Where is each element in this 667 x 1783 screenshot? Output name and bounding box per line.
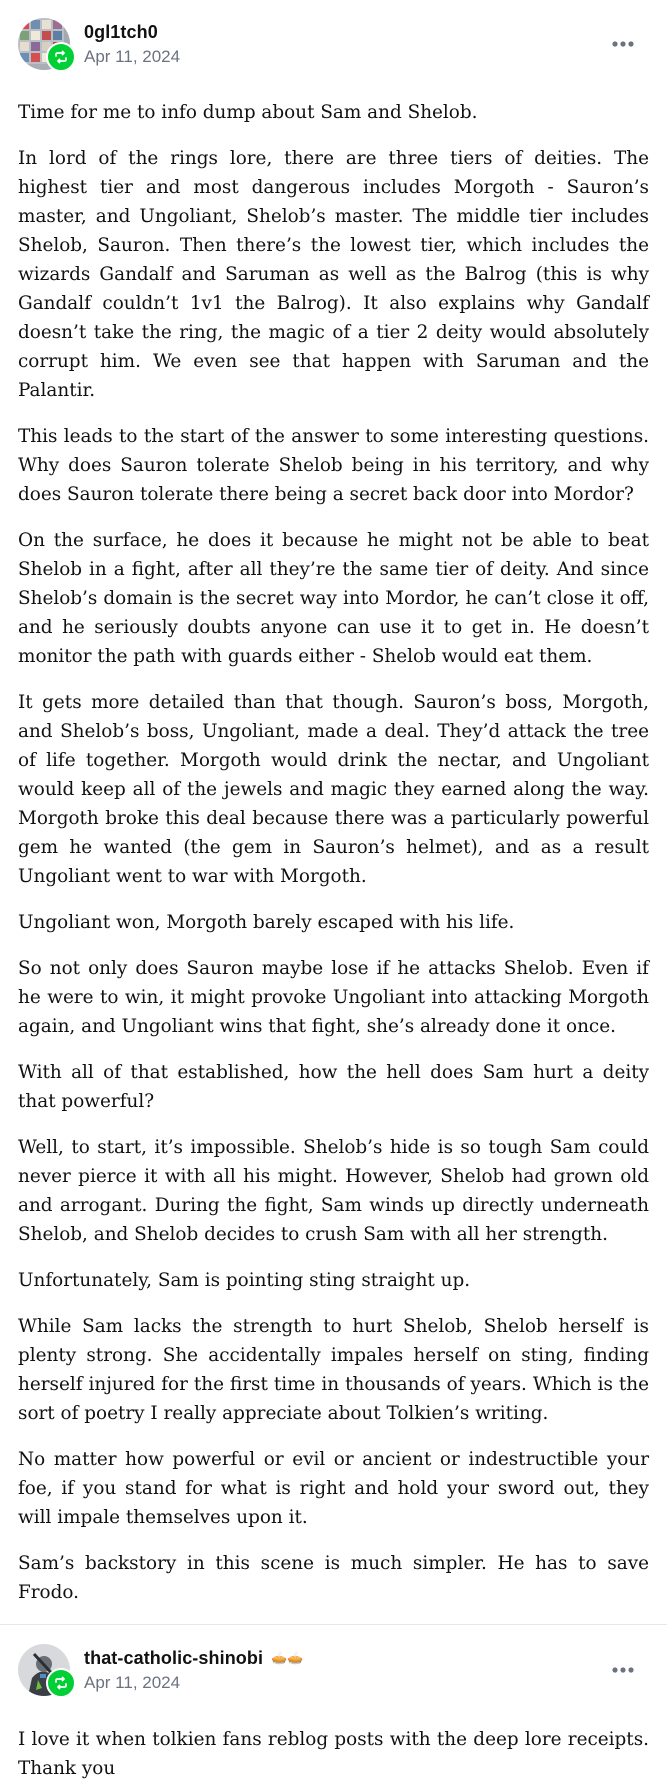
paragraph: On the surface, he does it because he might not be able to beat Shelob in a fight, after all they’re the same tier of deity. And since Shelob’s domain is the secret way into Mordor, he can’t close it off, and he seriously doubts anyone can use it to get in. He doesn’t monitor the path with guards either - Shelob would eat them. — [18, 530, 649, 667]
paragraph: With all of that established, how the hell does Sam hurt a deity that powerful? — [18, 1062, 649, 1112]
more-horizontal-icon — [611, 1666, 635, 1674]
paragraph: Ungoliant won, Morgoth barely escaped with his life. — [18, 912, 515, 933]
reblog-icon — [46, 1668, 76, 1698]
paragraph: No matter how powerful or evil or ancient or indestructible your foe, if you stand for what is right and hold your sword out, they will impale themselves upon it. — [18, 1449, 649, 1528]
more-options-button[interactable] — [603, 1650, 643, 1690]
blog-name-row — [84, 1648, 603, 1669]
paragraph: I love it when tolkien fans reblog posts with the deep lore receipts. Thank you — [18, 1729, 649, 1779]
blog-badges[interactable]: 🥧🥧 — [271, 1650, 304, 1665]
paragraph: Unfortunately, Sam is pointing sting straight up. — [18, 1270, 471, 1291]
reblog-icon — [46, 42, 76, 72]
post-date[interactable]: Apr 11, 2024 — [84, 1672, 181, 1692]
paragraph: So not only does Sauron maybe lose if he attacks Shelob. Even if he were to win, it might provoke Ungoliant into attacking Morgoth again, and Ungoliant wins that fight, she’s already done it once. — [18, 958, 649, 1037]
paragraph: Sam’s backstory in this scene is much simpler. He has to save Frodo. — [18, 1553, 649, 1603]
paragraph: Well, to start, it’s impossible. Shelob’s hide is so tough Sam could never pierce it with all his might. However, Shelob had grown old and arrogant. During the fight, Sam winds up directly underneath Shelob, and Shelob decides to crush Sam with all her strength. — [18, 1137, 649, 1245]
paragraph: It gets more detailed than that though. Sauron’s boss, Morgoth, and Shelob’s boss, Ungoliant, made a deal. They’d attack the tree of life together. Morgoth would drink the nectar, and Ungoliant would keep all of the jewels and magic they earned along the way. Morgoth broke this deal because there was a particularly powerful gem he wanted (the gem in Sauron’s helmet), and as a result Ungoliant went to war with Morgoth. — [18, 692, 649, 887]
paragraph: This leads to the start of the answer to some interesting questions. Why does Sauron tolerate Shelob being in his territory, and why does Sauron tolerate there being a secret back door into Mordor? — [18, 426, 649, 505]
blog-name-row — [84, 22, 603, 43]
blog-name[interactable]: that-catholic-shinobi — [84, 1647, 264, 1668]
post-date[interactable]: Apr 11, 2024 — [84, 46, 181, 66]
more-options-button[interactable] — [603, 24, 643, 64]
post-header — [0, 0, 667, 88]
reblog-post — [0, 1625, 667, 1783]
paragraph: In lord of the rings lore, there are three tiers of deities. The highest tier and most dangerous includes Morgoth - Sauron’s master, and Ungoliant, Shelob’s master. The middle tier includes Shelob, Sauron. Then there’s the lowest tier, which includes the wizards Gandalf and Saruman as well as the Balrog (this is why Gandalf couldn’t 1v1 the Balrog). It also explains why Gandalf doesn’t take the ring, the magic of a tier 2 deity would absolutely corrupt him. We even see that happen with Saruman and the Palantir. — [18, 148, 649, 401]
paragraph: While Sam lacks the strength to hurt Shelob, Shelob herself is plenty strong. She accidentally impales herself on sting, finding herself injured for the first time in thousands of years. Which is the sort of poetry I really appreciate about Tolkien’s writing. — [18, 1316, 649, 1424]
paragraph: Time for me to info dump about Sam and Shelob. — [18, 102, 478, 123]
post-body — [0, 88, 667, 1607]
blog-name[interactable]: 0gl1tch0 — [84, 21, 158, 42]
author-block — [84, 22, 603, 67]
avatar-wrap[interactable] — [18, 1644, 70, 1696]
post-body — [0, 1715, 667, 1783]
avatar-wrap[interactable] — [18, 18, 70, 70]
more-horizontal-icon — [611, 40, 635, 48]
post-header — [0, 1625, 667, 1715]
author-block — [84, 1648, 603, 1693]
